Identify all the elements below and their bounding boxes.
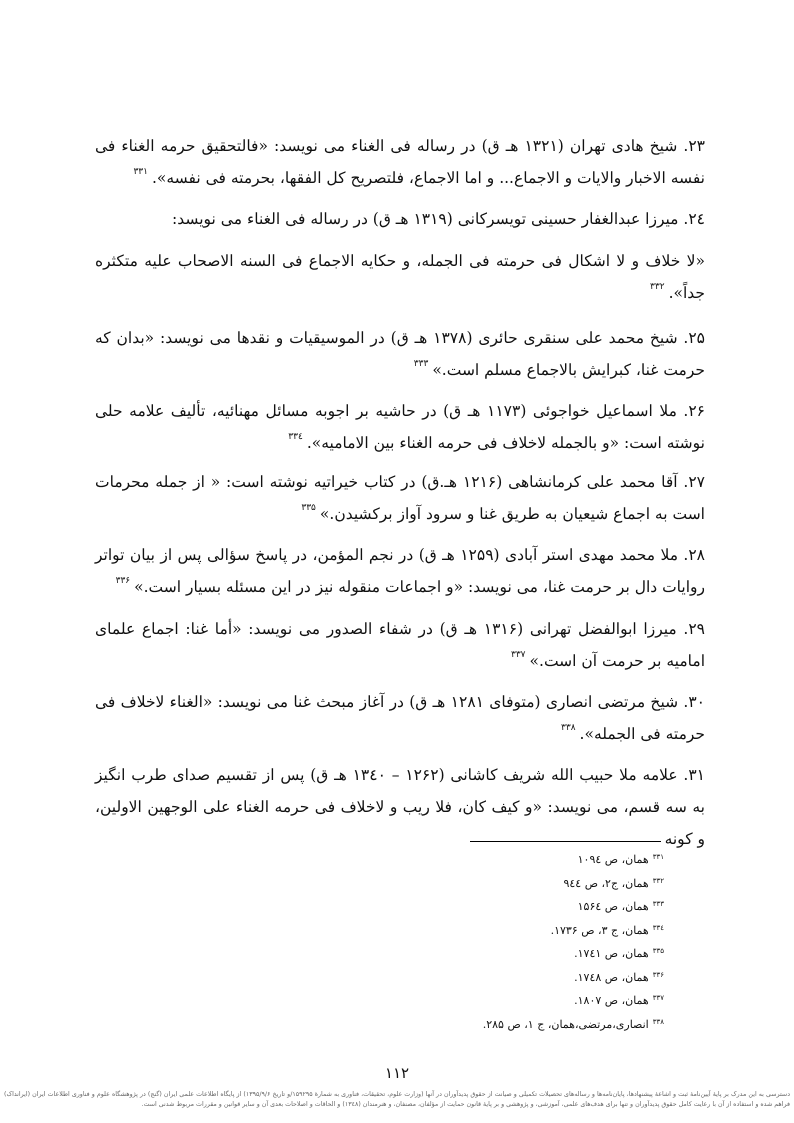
- footnotes: [300, 848, 664, 1036]
- footnote: $^{۳۳۳}$همان، ص ۱۵۶٤: [577, 900, 664, 913]
- footnote: $^{۳۳۱}$همان، ص ۱۰۹٤: [577, 853, 664, 866]
- footnote: $^{۳۳۲}$همان، ج۲، ص ۹٤٤: [563, 876, 664, 890]
- paragraph-24-quote: «لا خلاف و لا اشکال فی حرمته فی الجمله، و حکایه الاجماع فی السنه الاصحاب علیه متکثره جداً».$^{۳۳۲}$: [95, 252, 705, 302]
- footnote-ref: ۳۳۶: [115, 576, 131, 586]
- paragraph-31: ۳۱. علامه ملا حبیب الله شریف کاشانی (۱۲۶۲ – ۱۳٤۰ هـ ق) پس از تقسیم صدای طرب انگیز به سه قسم، می نویسد: «و کیف کان، فلا ریب و لاخلاف فی حرمه الغناء علی الوجهین الاولین، و کونه: [95, 766, 705, 848]
- footnote: $^{۳۳۷}$همان، ص ۱۸۰۷.: [574, 994, 664, 1007]
- page-number: ۱۱۲: [384, 1064, 410, 1082]
- footnote-ref: ۳۳۸: [561, 723, 576, 733]
- footnote: $^{۳۳۶}$همان، ص ۱۷٤۸.: [574, 970, 664, 984]
- paragraph-28: ۲۸. ملا محمد مهدی استر آبادی (۱۲۵۹ هـ ق) در نجم المؤمن، در پاسخ سؤالی پس از بیان تواتر روایات دال بر حرمت غنا، می نویسد: «و اجماعات منقوله نیز در این مسئله بسیار است.»$^{۳۳۶}$: [95, 546, 705, 596]
- footnote: $^{۳۳۵}$همان، ص ۱۷٤۱.: [574, 947, 664, 960]
- paragraph-27: ۲۷. آقا محمد علی کرمانشاهی (۱۲۱۶ هـ.ق) در کتاب خیراتیه نوشته است: « از جمله محرمات است به اجماع شیعیان به طریق غنا و سرود آواز برکشیدن.»$^{۳۳۵}$: [95, 473, 705, 523]
- footnote-separator: [470, 841, 661, 842]
- paragraph-30: ۳۰. شیخ مرتضی انصاری (متوفای ۱۲۸۱ هـ ق) در آغاز مبحث غنا می نویسد: «الغناء لاخلاف فی حرمته فی الجمله».$^{۳۳۸}$: [95, 693, 705, 743]
- footnote-ref: ۳۳۲: [650, 282, 665, 292]
- footnote: $^{۳۳٤}$همان، ج ۳، ص ۱۷۳۶.: [550, 923, 664, 937]
- paragraph-25: ۲۵. شیخ محمد علی سنقری حائری (۱۳۷۸ هـ ق) در الموسیقیات و نقدها می نویسد: «بدان که حرمت غنا، کبرایش بالاجماع مسلم است.»$^{۳۳۳}$: [95, 329, 706, 379]
- copyright-notice: دسترسی به این مدرک بر پایهٔ آیین‌نامهٔ ثبت و اشاعهٔ پیشنهادها، پایان‌نامه‌ها و رساله‌های تحصیلات تکمیلی و صیانت از حقوق پدیدآوران در آنها (وزارت علوم، تحقیقات، فناوری به شمارهٔ ۱۵۹۲۹۵/و تاریخ ۱۳۹۵/۹/۶) از پایگاه اطلاعات علمی ایران (گنج) در پژوهشگاه علوم و فناوری اطلاعات ایران (ایرانداک) فراهم شده و استفاده از آن با رعایت کامل حقوق پدیدآوران و تنها برای هدف‌های علمی، آموزشی، و پژوهشی و بر پایهٔ قانون حمایت از مؤلفان، مصنفان، و هنرمندان (۱۳٤۸) و الحاقات و اصلاحات بعدی آن و سایر قوانین و مقررات مربوط شدنی است.: [4, 1091, 791, 1108]
- footnote-ref: ۳۳۷: [511, 650, 526, 660]
- paragraph-26: ۲۶. ملا اسماعیل خواجوئی (۱۱۷۳ هـ ق) در حاشیه بر اجوبه مسائل مهنائیه، تألیف علامه حلی نوشته است: «و بالجمله لاخلاف فی حرمه الغناء بین الامامیه».$^{۳۳٤}$: [95, 402, 705, 452]
- paragraph-23: ۲۳. شیخ هادی تهران (۱۳۲۱ هـ ق) در رساله فی الغناء می نویسد: «فالتحقیق حرمه الغناء فی نفسه الاخبار والایات و الاجماع... و اما الاجماع، فلتصریح کل الفقها، بحرمته فی نفسه».$^{۳۳۱}$: [95, 137, 705, 187]
- footnote: $^{۳۳۸}$انصاری،مرتضی،همان، ج ۱، ص ۲۸۵.: [482, 1017, 664, 1031]
- footnote-ref: ۳۳۵: [301, 503, 316, 513]
- footnote-ref: ۳۳۱: [133, 167, 148, 177]
- footnote-ref: ۳۳٤: [288, 432, 303, 442]
- footnote-ref: ۳۳۳: [413, 359, 429, 369]
- paragraph-29: ۲۹. میرزا ابوالفضل تهرانی (۱۳۱۶ هـ ق) در شفاء الصدور می نویسد: «أما غنا: اجماع علمای امامیه بر حرمت آن است.»$^{۳۳۷}$: [95, 620, 706, 670]
- paragraph-24: ۲٤. میرزا عبدالغفار حسینی تویسرکانی (۱۳۱۹ هـ ق) در رساله فی الغناء می نویسد:: [172, 210, 705, 228]
